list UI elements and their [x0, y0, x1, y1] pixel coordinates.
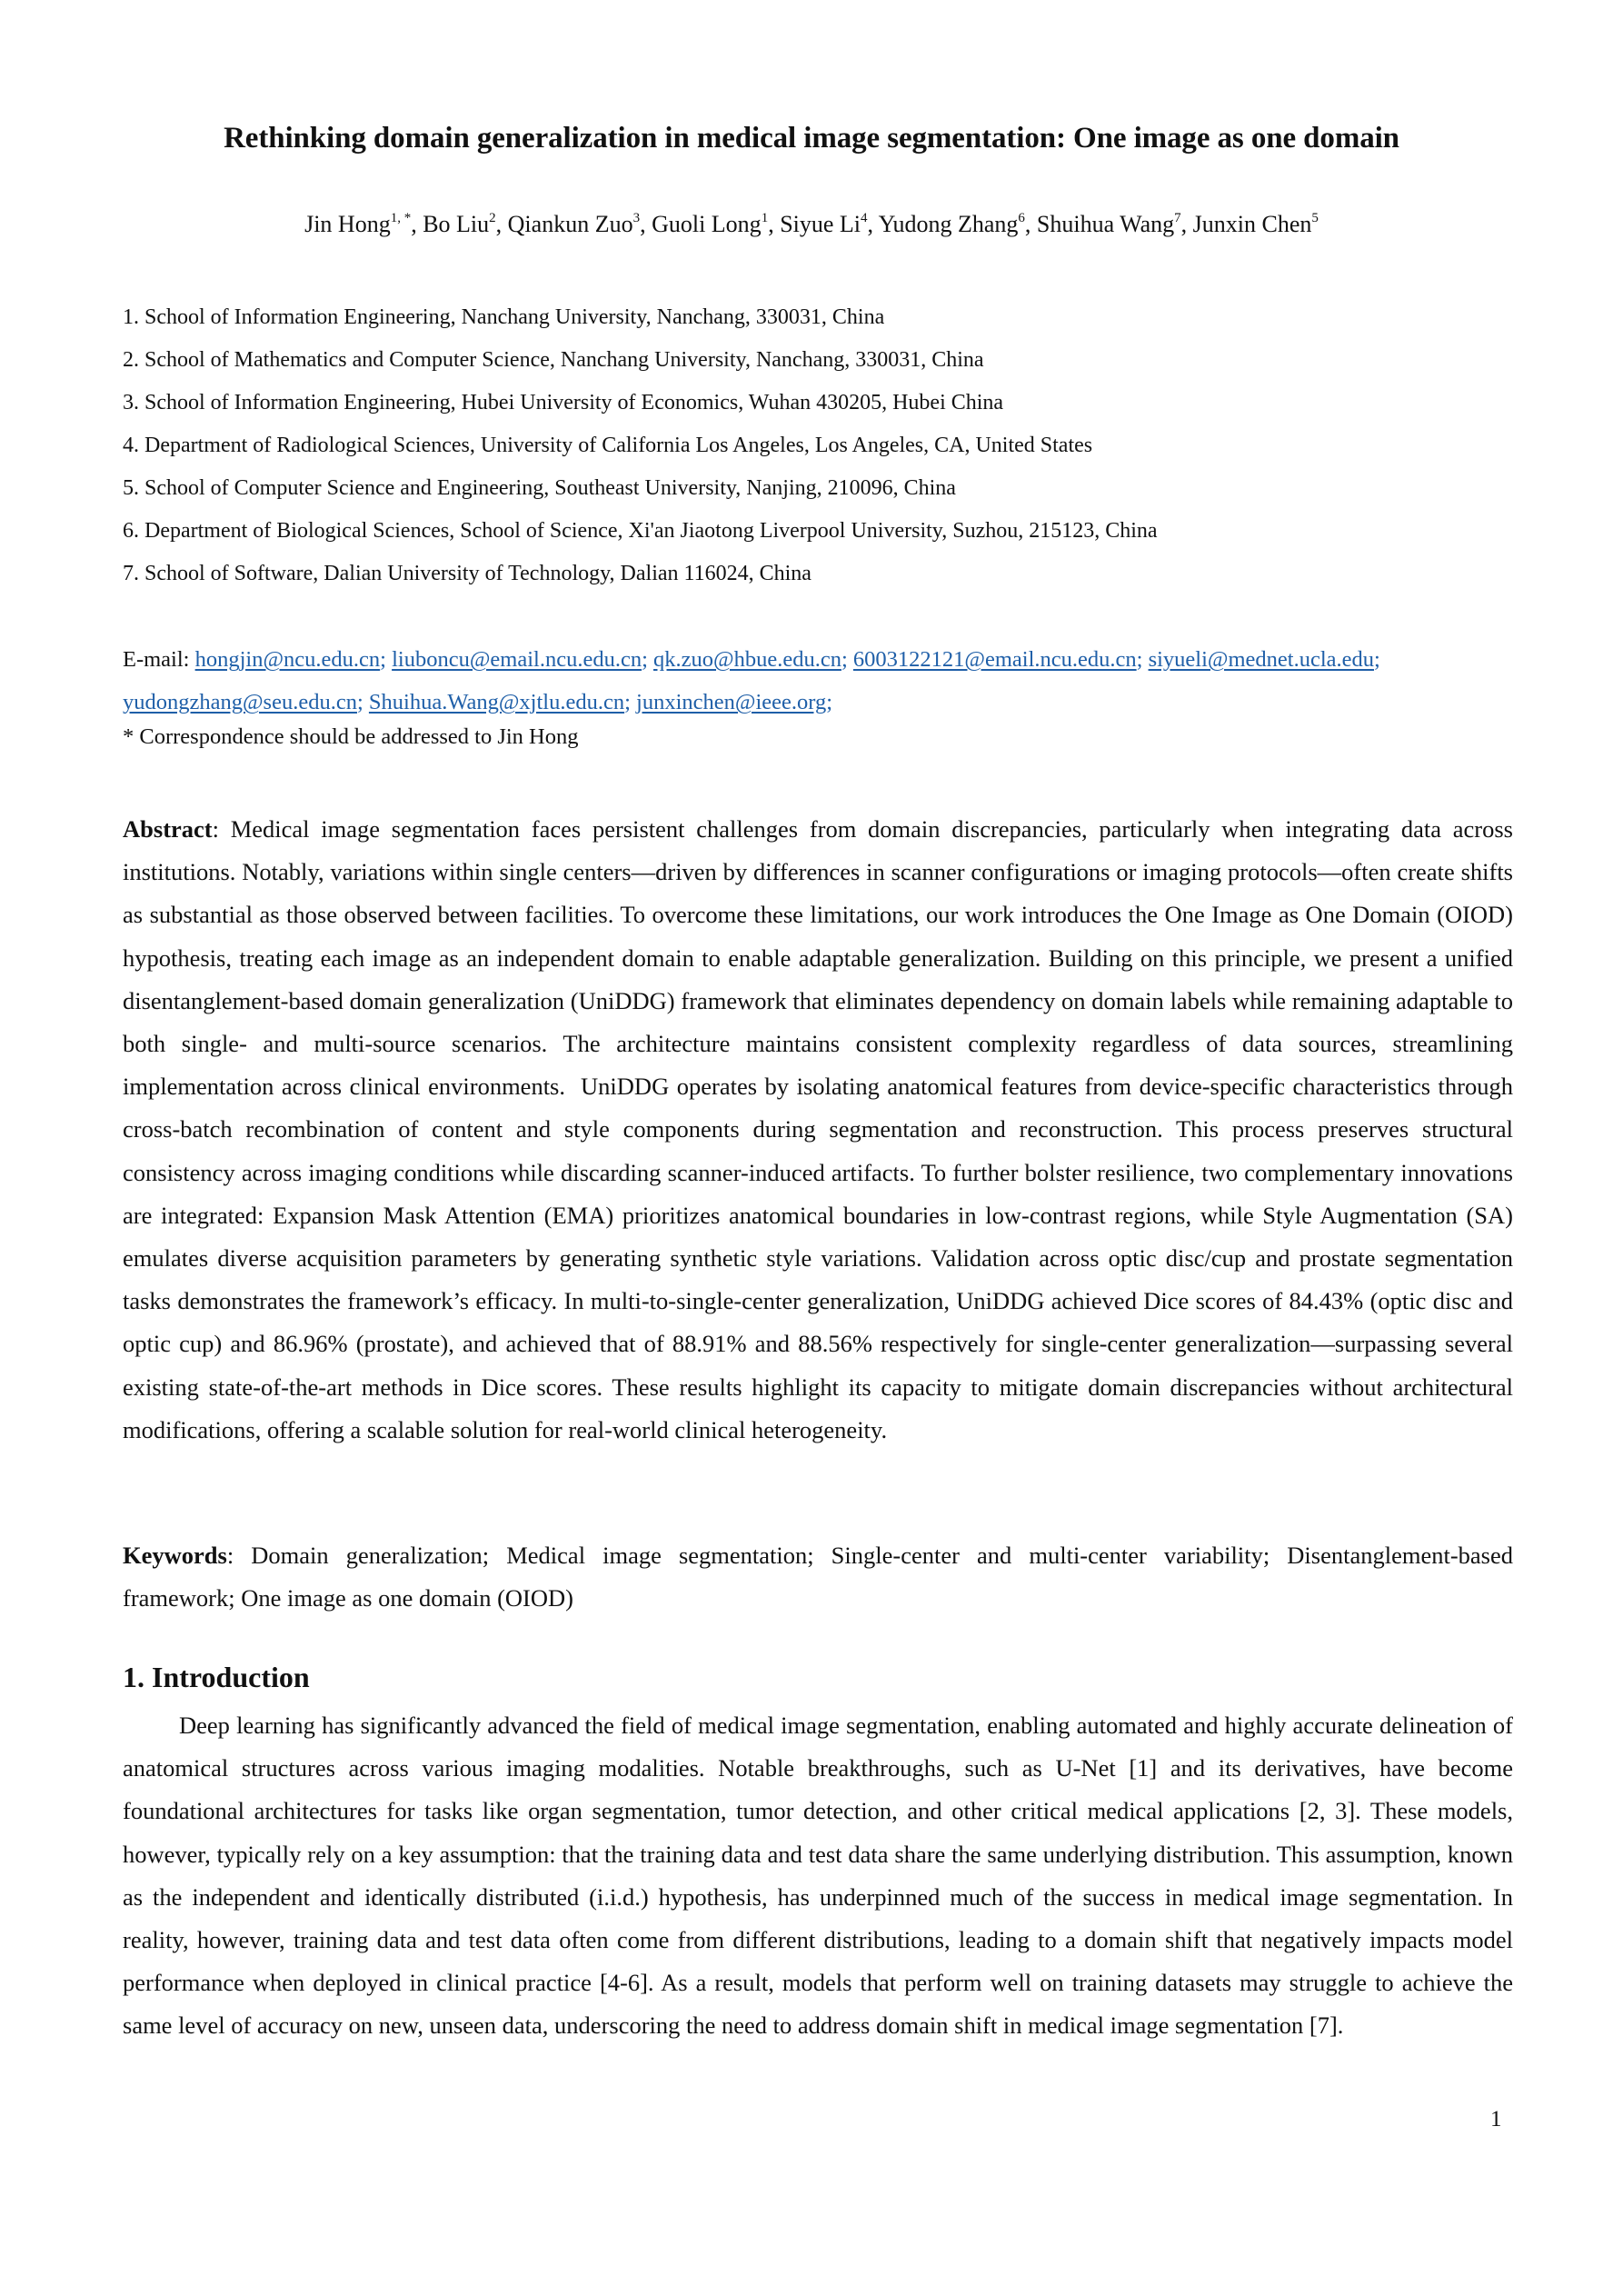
author: Shuihua Wang$^7$ — [1036, 211, 1181, 237]
email-link[interactable]: junxinchen@ieee.org — [636, 690, 827, 714]
email-link[interactable]: Shuihua.Wang@xjtlu.edu.cn — [368, 690, 625, 714]
email-list: E-mail: hongjin@ncu.edu.cn; liuboncu@email.ncu.edu.cn; qk.zuo@hbue.edu.cn; 6003122121@email.ncu.edu.cn; siyueli@mednet.ucla.edu; yudongzhang@seu.edu.cn; Shuihua.Wang@xjtlu.edu.cn; junxinchen@ieee.org; — [123, 647, 1380, 714]
paper-title: Rethinking domain generalization in medical image segmentation: One image as one domain — [224, 122, 1399, 155]
affiliation: 2. School of Mathematics and Computer Science, Nanchang University, Nanchang, 330031, China — [123, 348, 984, 372]
affiliation-list — [123, 296, 1158, 595]
email-label: E-mail: — [123, 647, 195, 672]
introduction-paragraph: Deep learning has significantly advanced the field of medical image segmentation, enabling automated and highly accurate delineation of anatomical structures across various imaging modalities. Notable breakthroughs, such as U-Net [1] and its derivatives, have become foundational architectures for tasks like organ segmentation, tumor detection, and other critical medical applications [2, 3]. These models, however, typically rely on a key assumption: that the training data and test data share the same underlying distribution. This assumption, known as the independent and identically distributed (i.i.d.) hypothesis, has underpinned much of the success in medical image segmentation. In reality, however, training data and test data often come from different distributions, leading to a domain shift that negatively impacts model performance when deployed in clinical practice [4-6]. As a result, models that perform well on training datasets may struggle to achieve the same level of accuracy on new, unseen data, underscoring the need to address domain shift in medical image segmentation [7]. — [123, 1712, 1513, 2040]
section-heading-introduction: 1. Introduction — [123, 1661, 310, 1693]
email-link[interactable]: siyueli@mednet.ucla.edu — [1148, 647, 1374, 672]
abstract — [123, 808, 1513, 1452]
author: Jin Hong$^{1, *}$ — [304, 211, 412, 237]
correspondence-note: * Correspondence should be addressed to Jin Hong — [123, 724, 579, 749]
author: Siyue Li$^4$ — [780, 211, 868, 237]
keywords-label: Keywords — [123, 1542, 227, 1569]
author: Qiankun Zuo$^3$ — [507, 211, 641, 237]
author: Yudong Zhang$^6$ — [878, 211, 1025, 237]
email-link[interactable]: qk.zuo@hbue.edu.cn — [653, 647, 841, 672]
email-link[interactable]: yudongzhang@seu.edu.cn — [123, 690, 357, 714]
affiliation: 7. School of Software, Dalian University of Technology, Dalian 116024, China — [123, 562, 812, 585]
affiliation: 3. School of Information Engineering, Hubei University of Economics, Wuhan 430205, Hubei China — [123, 391, 1004, 414]
keywords-text: : Domain generalization; Medical image segmentation; Single-center and multi-center variability; Disentanglement-based framework; One image as one domain (OIOD) — [123, 1542, 1513, 1612]
author: Guoli Long$^1$ — [652, 211, 769, 237]
affiliation: 5. School of Computer Science and Engineering, Southeast University, Nanjing, 210096, China — [123, 476, 956, 500]
author-list: Jin Hong$^{1, *}$, Bo Liu$^2$, Qiankun Zuo$^3$, Guoli Long$^1$, Siyue Li$^4$, Yudong Zhang$^6$, Shuihua Wang$^7$, Junxin Chen$^5$ — [304, 211, 1319, 237]
affiliation: 6. Department of Biological Sciences, School of Science, Xi'an Jiaotong Liverpool University, Suzhou, 215123, China — [123, 519, 1158, 543]
email-link[interactable]: 6003122121@email.ncu.edu.cn — [852, 647, 1137, 672]
keywords — [123, 1534, 1513, 1620]
author: Bo Liu$^2$ — [423, 211, 496, 237]
affiliation: 4. Department of Radiological Sciences, University of California Los Angeles, Los Angeles, CA, United States — [123, 434, 1093, 457]
page-number: 1 — [1490, 2107, 1502, 2131]
abstract-text: : Medical image segmentation faces persistent challenges from domain discrepancies, particularly when integrating data across institutions. Notably, variations within single centers—driven by differences in scanner configurations or imaging protocols—often create shifts as substantial as those observed between facilities. To overcome these limitations, our work introduces the One Image as One Domain (OIOD) hypothesis, treating each image as an independent domain to enable adaptable generalization. Building on this principle, we present a unified disentanglement-based domain generalization (UniDDG) framework that eliminates dependency on domain labels while remaining adaptable to both single- and multi-source scenarios. The architecture maintains consistent complexity regardless of data sources, streamlining implementation across clinical environments. UniDDG operates by isolating anatomical features from device-specific characteristics through cross-batch recombination of content and style components during segmentation and reconstruction. This process preserves structural consistency across imaging conditions while discarding scanner-induced artifacts. To further bolster resilience, two complementary innovations are integrated: Expansion Mask Attention (EMA) prioritizes anatomical boundaries in low-contrast regions, while Style Augmentation (SA) emulates diverse acquisition parameters by generating synthetic style variations. Validation across optic disc/cup and prostate segmentation tasks demonstrates the framework’s efficacy. In multi-to-single-center generalization, UniDDG achieved Dice scores of 84.43% (optic disc and optic cup) and 86.96% (prostate), and achieved that of 88.91% and 88.56% respectively for single-center generalization—surpassing several existing state-of-the-art methods in Dice scores. These results highlight its capacity to mitigate domain discrepancies without architectural modifications, offering a scalable solution for real-world clinical heterogeneity. — [123, 815, 1513, 1443]
abstract-label: Abstract — [123, 815, 213, 843]
affiliation: 1. School of Information Engineering, Nanchang University, Nanchang, 330031, China — [123, 305, 885, 329]
author: Junxin Chen$^5$ — [1192, 211, 1319, 237]
email-link[interactable]: liuboncu@email.ncu.edu.cn — [392, 647, 642, 672]
email-link[interactable]: hongjin@ncu.edu.cn — [194, 647, 381, 672]
